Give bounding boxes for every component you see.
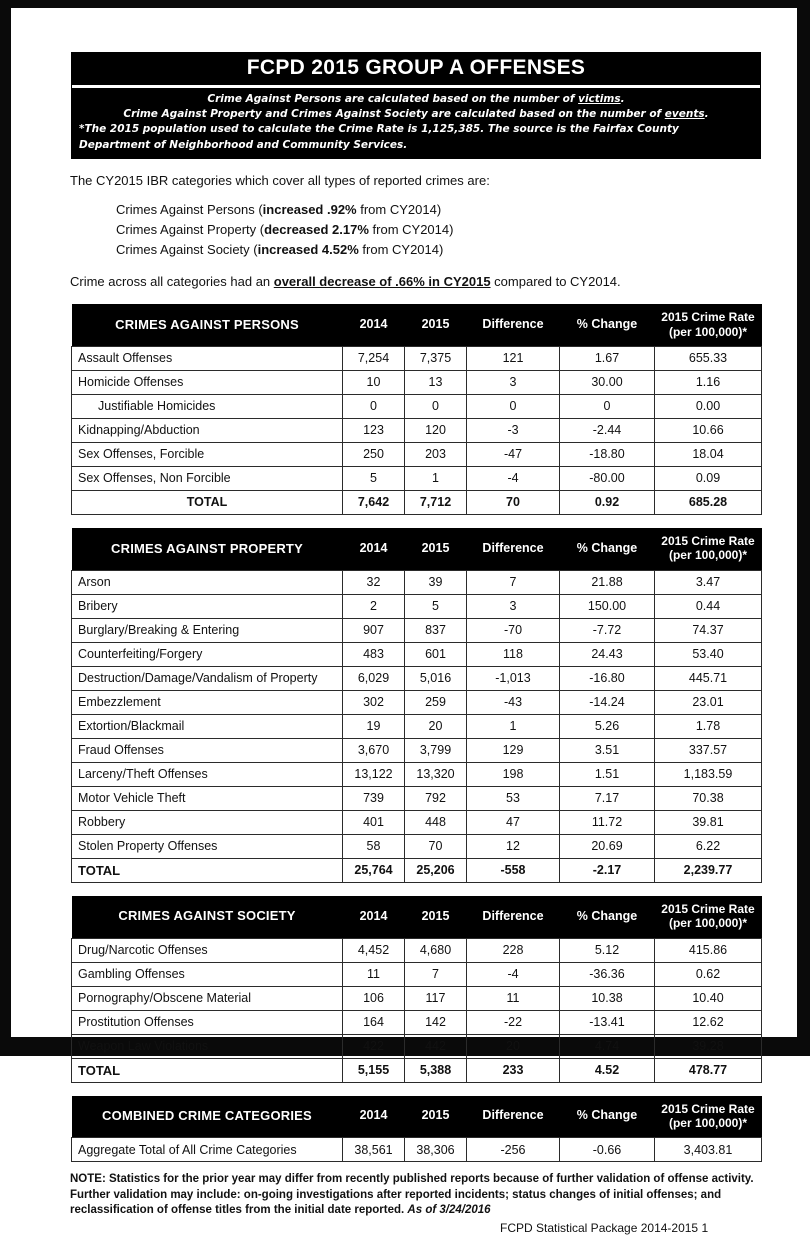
cell-2015: 448 (405, 810, 467, 834)
cell-total-2014: 5,155 (343, 1058, 405, 1082)
cell-pct-change: -80.00 (560, 466, 655, 490)
column-header-crime-rate (655, 528, 762, 570)
cell-pct-change: 0 (560, 394, 655, 418)
footer-note (70, 1172, 770, 1235)
table-row (72, 690, 762, 714)
note-persons-underline: victims (578, 93, 621, 106)
cell-2014: 32 (343, 570, 405, 594)
cell-pct-change: -2.44 (560, 418, 655, 442)
cell-difference: 198 (467, 762, 560, 786)
cell-pct-change: 4.74 (560, 1034, 655, 1058)
cell-total-crime-rate: 2,239.77 (655, 858, 762, 882)
column-header-category: CRIMES AGAINST PROPERTY (72, 528, 343, 570)
cell-difference: -22 (467, 1010, 560, 1034)
cell-2015: 7 (405, 962, 467, 986)
document-page (11, 8, 797, 1235)
cell-pct-change: 5.12 (560, 938, 655, 962)
cell-difference: 3 (467, 594, 560, 618)
crime-table-property (71, 528, 762, 883)
cell-2014: 483 (343, 642, 405, 666)
cell-difference: 0 (467, 394, 560, 418)
table-row (72, 442, 762, 466)
cell-offense-name: Weapon Law Violations (72, 1034, 343, 1058)
cell-crime-rate: 3,403.81 (655, 1138, 762, 1162)
cell-pct-change: -0.66 (560, 1138, 655, 1162)
cell-2015: 5 (405, 594, 467, 618)
crime-rate-line-1: 2015 Crime Rate (661, 901, 755, 916)
cell-offense-name: Aggregate Total of All Crime Categories (72, 1138, 343, 1162)
table-row (72, 786, 762, 810)
column-header-2015: 2015 (405, 1096, 467, 1138)
footer-note-text: NOTE: Statistics for the prior year may differ from recently published reports because of further validation of offense activity. Further validation may include: on-going investigations after reported incidents; status changes of initial offenses; and reclassification of offense titles from the initial date reported. (70, 1173, 754, 1217)
cell-offense-name: Drug/Narcotic Offenses (72, 938, 343, 962)
cell-2014: 422 (343, 1034, 405, 1058)
column-header-2014: 2014 (343, 896, 405, 938)
intro-cat-1-emphasis: decreased 2.17% (264, 222, 369, 238)
cell-offense-name: Gambling Offenses (72, 962, 343, 986)
cell-crime-rate: 1,183.59 (655, 762, 762, 786)
cell-2014: 4,452 (343, 938, 405, 962)
cell-difference: -1,013 (467, 666, 560, 690)
cell-offense-name: Pornography/Obscene Material (72, 986, 343, 1010)
column-header-difference: Difference (467, 1096, 560, 1138)
cell-2015: 4,680 (405, 938, 467, 962)
intro-cat-1-suffix: from CY2014) (368, 222, 454, 238)
intro-cat-0-suffix: from CY2014) (356, 202, 442, 218)
cell-2014: 3,670 (343, 738, 405, 762)
column-header-crime-rate (655, 896, 762, 938)
table-header-row (72, 304, 762, 346)
cell-offense-name: Kidnapping/Abduction (72, 418, 343, 442)
column-header-pct-change: % Change (560, 528, 655, 570)
cell-2015: 39 (405, 570, 467, 594)
cell-difference: 129 (467, 738, 560, 762)
cell-crime-rate: 445.71 (655, 666, 762, 690)
note-persons-post: . (620, 93, 625, 106)
cell-2015: 117 (405, 986, 467, 1010)
table-row (72, 1138, 762, 1162)
cell-2014: 106 (343, 986, 405, 1010)
column-header-category: COMBINED CRIME CATEGORIES (72, 1096, 343, 1138)
cell-pct-change: 30.00 (560, 370, 655, 394)
cell-total-2015: 7,712 (405, 490, 467, 514)
table-header-row (72, 896, 762, 938)
column-header-pct-change: % Change (560, 304, 655, 346)
intro-block (70, 171, 766, 291)
cell-total-difference: 70 (467, 490, 560, 514)
column-header-difference: Difference (467, 528, 560, 570)
cell-offense-name: Extortion/Blackmail (72, 714, 343, 738)
cell-difference: -256 (467, 1138, 560, 1162)
intro-cat-2-suffix: from CY2014) (358, 241, 444, 257)
cell-total-label: TOTAL (72, 858, 343, 882)
cell-crime-rate: 23.01 (655, 690, 762, 714)
cell-pct-change: -36.36 (560, 962, 655, 986)
cell-2015: 1 (405, 466, 467, 490)
note-property-post: . (704, 108, 709, 121)
intro-cat-0-emphasis: increased .92% (262, 202, 357, 218)
banner-notes (71, 88, 761, 159)
cell-difference: -70 (467, 618, 560, 642)
cell-offense-name: Burglary/Breaking & Entering (72, 618, 343, 642)
intro-lead: The CY2015 IBR categories which cover all types of reported crimes are: (70, 172, 490, 188)
cell-crime-rate: 3.47 (655, 570, 762, 594)
cell-2014: 19 (343, 714, 405, 738)
cell-crime-rate: 39.28 (655, 1034, 762, 1058)
cell-2015: 70 (405, 834, 467, 858)
table-row (72, 394, 762, 418)
column-header-category: CRIMES AGAINST PERSONS (72, 304, 343, 346)
cell-crime-rate: 6.22 (655, 834, 762, 858)
column-header-category: CRIMES AGAINST SOCIETY (72, 896, 343, 938)
column-header-crime-rate (655, 304, 762, 346)
cell-offense-name: Homicide Offenses (72, 370, 343, 394)
cell-2014: 164 (343, 1010, 405, 1034)
cell-2014: 10 (343, 370, 405, 394)
intro-cat-1-prefix: Crimes Against Property ( (116, 222, 265, 238)
cell-2015: 203 (405, 442, 467, 466)
table-total-row (72, 858, 762, 882)
column-header-pct-change: % Change (560, 1096, 655, 1138)
table-row (72, 346, 762, 370)
cell-crime-rate: 0.44 (655, 594, 762, 618)
cell-offense-name: Embezzlement (72, 690, 343, 714)
cell-difference: 53 (467, 786, 560, 810)
cell-difference: 20 (467, 1034, 560, 1058)
cell-total-2014: 25,764 (343, 858, 405, 882)
cell-2014: 6,029 (343, 666, 405, 690)
cell-crime-rate: 337.57 (655, 738, 762, 762)
cell-2015: 20 (405, 714, 467, 738)
cell-crime-rate: 0.62 (655, 962, 762, 986)
column-header-2015: 2015 (405, 304, 467, 346)
cell-difference: -3 (467, 418, 560, 442)
footer-package: FCPD Statistical Package 2014-2015 1 (500, 1220, 709, 1235)
cell-2014: 2 (343, 594, 405, 618)
table-row (72, 1034, 762, 1058)
cell-2015: 13,320 (405, 762, 467, 786)
cell-crime-rate: 18.04 (655, 442, 762, 466)
cell-total-2015: 5,388 (405, 1058, 467, 1082)
table-row (72, 594, 762, 618)
crime-rate-line-2: (per 100,000)* (668, 1115, 748, 1130)
intro-cat-2-prefix: Crimes Against Society ( (116, 241, 258, 257)
crime-rate-line-2: (per 100,000)* (668, 324, 748, 339)
cell-offense-name: Destruction/Damage/Vandalism of Property (72, 666, 343, 690)
cell-total-crime-rate: 685.28 (655, 490, 762, 514)
cell-difference: -43 (467, 690, 560, 714)
column-header-2014: 2014 (343, 1096, 405, 1138)
cell-2015: 142 (405, 1010, 467, 1034)
crime-rate-line-1: 2015 Crime Rate (661, 310, 755, 325)
note-persons-pre: Crime Against Persons are calculated based on the number of (207, 93, 579, 106)
document-content (66, 52, 766, 1236)
note-property-pre: Crime Against Property and Crimes Against Society are calculated based on the number of (123, 108, 665, 121)
table-row (72, 938, 762, 962)
cell-2014: 58 (343, 834, 405, 858)
cell-2015: 3,799 (405, 738, 467, 762)
table-row (72, 762, 762, 786)
cell-difference: -4 (467, 466, 560, 490)
intro-summary-pre: Crime across all categories had an (70, 273, 274, 289)
column-header-2014: 2014 (343, 304, 405, 346)
cell-2014: 401 (343, 810, 405, 834)
table-total-row (72, 1058, 762, 1082)
cell-offense-name: Stolen Property Offenses (72, 834, 343, 858)
intro-category-persons (116, 200, 766, 220)
cell-pct-change: 5.26 (560, 714, 655, 738)
cell-2014: 250 (343, 442, 405, 466)
table-row (72, 738, 762, 762)
note-property-line (79, 107, 753, 122)
crime-rate-line-2: (per 100,000)* (668, 548, 748, 563)
cell-offense-name: Counterfeiting/Forgery (72, 642, 343, 666)
table-row (72, 570, 762, 594)
crime-table-society (71, 896, 762, 1083)
cell-pct-change: 150.00 (560, 594, 655, 618)
cell-offense-name: Arson (72, 570, 343, 594)
cell-2015: 442 (405, 1034, 467, 1058)
cell-2014: 5 (343, 466, 405, 490)
column-header-2014: 2014 (343, 528, 405, 570)
cell-total-crime-rate: 478.77 (655, 1058, 762, 1082)
cell-2014: 739 (343, 786, 405, 810)
cell-crime-rate: 70.38 (655, 786, 762, 810)
column-header-difference: Difference (467, 896, 560, 938)
cell-2014: 38,561 (343, 1138, 405, 1162)
cell-pct-change: -16.80 (560, 666, 655, 690)
intro-summary-post: compared to CY2014. (490, 273, 621, 289)
crime-table-persons (71, 304, 762, 515)
cell-offense-name: Fraud Offenses (72, 738, 343, 762)
cell-offense-name: Prostitution Offenses (72, 1010, 343, 1034)
column-header-crime-rate (655, 1096, 762, 1138)
cell-2015: 0 (405, 394, 467, 418)
intro-category-property (116, 220, 766, 240)
cell-crime-rate: 53.40 (655, 642, 762, 666)
table-row (72, 714, 762, 738)
cell-pct-change: -13.41 (560, 1010, 655, 1034)
table-header-row (72, 528, 762, 570)
table-row (72, 962, 762, 986)
cell-difference: 228 (467, 938, 560, 962)
table-total-row (72, 490, 762, 514)
cell-2014: 11 (343, 962, 405, 986)
cell-pct-change: 7.17 (560, 786, 655, 810)
cell-offense-name: Larceny/Theft Offenses (72, 762, 343, 786)
intro-summary (70, 272, 766, 292)
table-row (72, 1010, 762, 1034)
cell-difference: 3 (467, 370, 560, 394)
tables-container (66, 304, 766, 1162)
cell-offense-name: Motor Vehicle Theft (72, 786, 343, 810)
cell-2014: 123 (343, 418, 405, 442)
table-row (72, 810, 762, 834)
cell-difference: -4 (467, 962, 560, 986)
cell-pct-change: 1.67 (560, 346, 655, 370)
table-row (72, 666, 762, 690)
column-header-2015: 2015 (405, 896, 467, 938)
crime-rate-line-1: 2015 Crime Rate (661, 533, 755, 548)
document-banner (71, 52, 761, 159)
cell-crime-rate: 0.09 (655, 466, 762, 490)
cell-difference: 12 (467, 834, 560, 858)
cell-crime-rate: 10.40 (655, 986, 762, 1010)
cell-difference: -47 (467, 442, 560, 466)
note-population-line: *The 2015 population used to calculate the Crime Rate is 1,125,385. The source is the Fairfax County Department of Neighborhood and Community Services. (79, 123, 679, 151)
cell-2015: 38,306 (405, 1138, 467, 1162)
cell-2014: 302 (343, 690, 405, 714)
table-row (72, 418, 762, 442)
intro-category-society (116, 240, 766, 260)
cell-offense-name: Assault Offenses (72, 346, 343, 370)
cell-crime-rate: 655.33 (655, 346, 762, 370)
note-property-underline: events (664, 108, 705, 121)
cell-total-pct-change: 0.92 (560, 490, 655, 514)
column-header-difference: Difference (467, 304, 560, 346)
cell-2014: 0 (343, 394, 405, 418)
cell-difference: 11 (467, 986, 560, 1010)
column-header-pct-change: % Change (560, 896, 655, 938)
cell-2014: 907 (343, 618, 405, 642)
cell-crime-rate: 0.00 (655, 394, 762, 418)
intro-cat-0-prefix: Crimes Against Persons ( (116, 202, 263, 218)
cell-2015: 837 (405, 618, 467, 642)
cell-total-2014: 7,642 (343, 490, 405, 514)
cell-pct-change: 1.51 (560, 762, 655, 786)
cell-crime-rate: 1.78 (655, 714, 762, 738)
cell-difference: 47 (467, 810, 560, 834)
cell-difference: 7 (467, 570, 560, 594)
page-title: FCPD 2015 GROUP A OFFENSES (246, 56, 586, 79)
cell-2015: 792 (405, 786, 467, 810)
table-row (72, 642, 762, 666)
intro-cat-2-emphasis: increased 4.52% (257, 241, 359, 257)
cell-offense-name: Justifiable Homicides (72, 394, 343, 418)
note-persons-line (79, 92, 753, 107)
footer-as-of: As of 3/24/2016 (407, 1204, 491, 1217)
cell-total-pct-change: 4.52 (560, 1058, 655, 1082)
table-row (72, 986, 762, 1010)
cell-difference: 118 (467, 642, 560, 666)
cell-2015: 5,016 (405, 666, 467, 690)
cell-pct-change: 10.38 (560, 986, 655, 1010)
cell-2015: 259 (405, 690, 467, 714)
cell-difference: 121 (467, 346, 560, 370)
cell-pct-change: 3.51 (560, 738, 655, 762)
cell-2014: 13,122 (343, 762, 405, 786)
cell-offense-name: Sex Offenses, Non Forcible (72, 466, 343, 490)
cell-total-pct-change: -2.17 (560, 858, 655, 882)
cell-crime-rate: 74.37 (655, 618, 762, 642)
cell-total-label: TOTAL (72, 1058, 343, 1082)
table-row (72, 618, 762, 642)
cell-pct-change: 24.43 (560, 642, 655, 666)
cell-2015: 601 (405, 642, 467, 666)
cell-crime-rate: 1.16 (655, 370, 762, 394)
cell-pct-change: 20.69 (560, 834, 655, 858)
crime-table-combined (71, 1096, 762, 1163)
table-row (72, 466, 762, 490)
intro-category-list (116, 200, 766, 259)
cell-offense-name: Sex Offenses, Forcible (72, 442, 343, 466)
cell-crime-rate: 415.86 (655, 938, 762, 962)
cell-offense-name: Robbery (72, 810, 343, 834)
cell-2015: 7,375 (405, 346, 467, 370)
crime-rate-line-1: 2015 Crime Rate (661, 1101, 755, 1116)
cell-offense-name: Bribery (72, 594, 343, 618)
cell-2014: 7,254 (343, 346, 405, 370)
cell-pct-change: -7.72 (560, 618, 655, 642)
table-row (72, 370, 762, 394)
column-header-2015: 2015 (405, 528, 467, 570)
cell-pct-change: -14.24 (560, 690, 655, 714)
cell-pct-change: 11.72 (560, 810, 655, 834)
cell-difference: 1 (467, 714, 560, 738)
cell-2015: 120 (405, 418, 467, 442)
cell-total-difference: 233 (467, 1058, 560, 1082)
cell-crime-rate: 10.66 (655, 418, 762, 442)
cell-crime-rate: 12.62 (655, 1010, 762, 1034)
cell-total-label: TOTAL (72, 490, 343, 514)
cell-pct-change: 21.88 (560, 570, 655, 594)
table-header-row (72, 1096, 762, 1138)
cell-crime-rate: 39.81 (655, 810, 762, 834)
cell-total-difference: -558 (467, 858, 560, 882)
table-row (72, 834, 762, 858)
cell-pct-change: -18.80 (560, 442, 655, 466)
cell-2015: 13 (405, 370, 467, 394)
crime-rate-line-2: (per 100,000)* (668, 916, 748, 931)
cell-total-2015: 25,206 (405, 858, 467, 882)
intro-summary-emphasis: overall decrease of .66% in CY2015 (273, 273, 491, 289)
